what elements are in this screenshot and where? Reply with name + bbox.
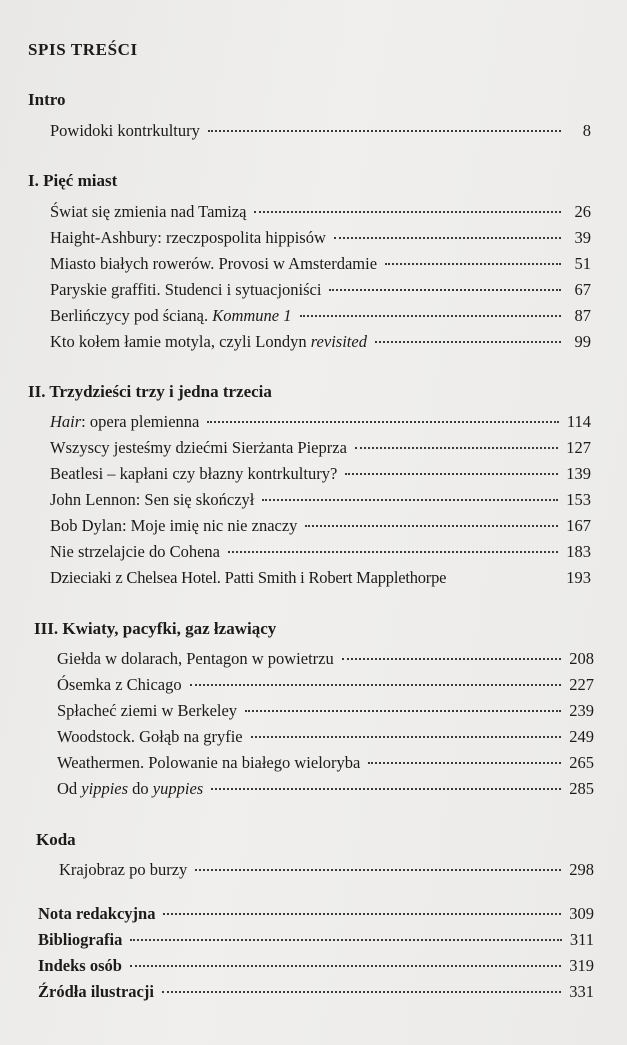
entry-title: Berlińczycy pod ścianą. Kommune 1: [50, 306, 292, 325]
leader-dots: [355, 447, 558, 449]
entry-page: 8: [582, 121, 591, 140]
entry-page: 39: [574, 228, 591, 247]
leader-dots: [162, 991, 561, 993]
entry-page: 26: [574, 202, 591, 221]
toc-entry: [50, 568, 591, 592]
entry-page: 139: [566, 464, 591, 483]
toc-entry: [50, 438, 591, 462]
entry-page: 265: [569, 753, 594, 772]
leader-dots: [368, 762, 561, 764]
entry-page: 67: [574, 280, 591, 299]
toc-entry: [50, 332, 591, 356]
leader-dots: [375, 341, 561, 343]
entry-page: 239: [569, 701, 594, 720]
entry-page: 208: [569, 649, 594, 668]
entry-title: Bob Dylan: Moje imię nic nie znaczy: [50, 516, 298, 535]
entry-page: 99: [574, 332, 591, 351]
leader-dots: [195, 869, 561, 871]
toc-entry: [57, 675, 594, 699]
entry-title: Powidoki kontrkultury: [50, 121, 200, 140]
toc-entry: [50, 202, 591, 226]
entry-page: 114: [566, 412, 591, 431]
leader-dots: [262, 499, 558, 501]
toc-entry: [50, 254, 591, 278]
entry-title: Haight-Ashbury: rzeczpospolita hippisów: [50, 228, 326, 247]
leader-dots: [228, 551, 558, 553]
leader-dots: [329, 289, 561, 291]
leader-dots: [342, 658, 562, 660]
leader-dots: [300, 315, 562, 317]
toc-entry: [50, 412, 591, 436]
entry-title: Wszyscy jesteśmy dziećmi Sierżanta Pieprza: [50, 438, 347, 457]
toc-entry-back: [38, 930, 594, 954]
section-heading-coda: Koda: [36, 830, 76, 849]
entry-page: 309: [569, 904, 594, 923]
leader-dots: [245, 710, 561, 712]
section-heading-intro: Intro: [28, 90, 66, 109]
entry-title: Świat się zmienia nad Tamizą: [50, 202, 247, 221]
page-title: SPIS TREŚCI: [28, 40, 138, 59]
entry-title: Nie strzelajcie do Cohena: [50, 542, 220, 561]
leader-dots: [208, 130, 561, 132]
leader-dots: [305, 525, 558, 527]
toc-entry: [59, 860, 594, 884]
entry-page: 127: [566, 438, 591, 457]
entry-page: 227: [569, 675, 594, 694]
toc-entry: [57, 779, 594, 803]
entry-page: 311: [569, 930, 594, 949]
leader-dots: [254, 211, 561, 213]
entry-title: Ósemka z Chicago: [57, 675, 182, 694]
leader-dots: [385, 263, 561, 265]
entry-title: Krajobraz po burzy: [59, 860, 188, 879]
toc-entry: [50, 542, 591, 566]
entry-title: Woodstock. Gołąb na gryfie: [57, 727, 243, 746]
entry-page: 153: [566, 490, 591, 509]
leader-dots: [130, 965, 561, 967]
entry-title: Miasto białych rowerów. Provosi w Amsterdamie: [50, 254, 378, 273]
entry-title: Paryskie graffiti. Studenci i sytuacjoniści: [50, 280, 322, 299]
toc-entry: [50, 228, 591, 252]
toc-entry: [57, 727, 594, 751]
entry-title: Hair: opera plemienna: [50, 412, 200, 431]
leader-dots: [211, 788, 561, 790]
entry-page: 183: [566, 542, 591, 561]
leader-dots: [130, 939, 562, 941]
entry-page: 51: [574, 254, 591, 273]
toc-entry-back: [38, 956, 594, 980]
leader-dots: [450, 577, 562, 579]
leader-dots: [163, 913, 561, 915]
leader-dots: [251, 736, 562, 738]
leader-dots: [334, 237, 561, 239]
entry-page: 193: [566, 568, 591, 587]
toc-entry: [50, 306, 591, 330]
toc-entry: [50, 516, 591, 540]
entry-title: Spłacheć ziemi w Berkeley: [57, 701, 238, 720]
entry-title: Źródła ilustracji: [38, 982, 154, 1001]
toc-entry: [57, 753, 594, 777]
section-heading-part-1: I. Pięć miast: [28, 171, 118, 190]
toc-entry-back: [38, 904, 594, 928]
entry-page: 298: [569, 860, 594, 879]
entry-page: 319: [569, 956, 594, 975]
entry-page: 331: [569, 982, 594, 1001]
toc-entry: [57, 701, 594, 725]
leader-dots: [190, 684, 562, 686]
section-heading-part-3: III. Kwiaty, pacyfki, gaz łzawiący: [34, 619, 277, 638]
entry-page: 249: [569, 727, 594, 746]
toc-entry-back: [38, 982, 594, 1006]
entry-title: Beatlesi – kapłani czy błazny kontrkultury?: [50, 464, 338, 483]
leader-dots: [345, 473, 558, 475]
entry-page: 167: [566, 516, 591, 535]
entry-page: 87: [574, 306, 591, 325]
entry-page: 285: [569, 779, 594, 798]
entry-title: John Lennon: Sen się skończył: [50, 490, 255, 509]
entry-title: Nota redakcyjna: [38, 904, 156, 923]
toc-entry: [50, 280, 591, 304]
section-heading-part-2: II. Trzydzieści trzy i jedna trzecia: [28, 382, 272, 401]
toc-entry: [50, 464, 591, 488]
entry-title: Kto kołem łamie motyla, czyli Londyn revisited: [50, 332, 367, 351]
entry-title: Indeks osób: [38, 956, 122, 975]
entry-title: Weathermen. Polowanie na białego wieloryba: [57, 753, 361, 772]
entry-title: Dzieciaki z Chelsea Hotel. Patti Smith i Robert Mapplethorpe: [50, 568, 447, 587]
toc-entry: [50, 121, 591, 145]
toc-entry: [57, 649, 594, 673]
entry-title: Giełda w dolarach, Pentagon w powietrzu: [57, 649, 334, 668]
leader-dots: [207, 421, 558, 423]
entry-title: Bibliografia: [38, 930, 123, 949]
toc-entry: [50, 490, 591, 514]
entry-title: Od yippies do yuppies: [57, 779, 204, 798]
